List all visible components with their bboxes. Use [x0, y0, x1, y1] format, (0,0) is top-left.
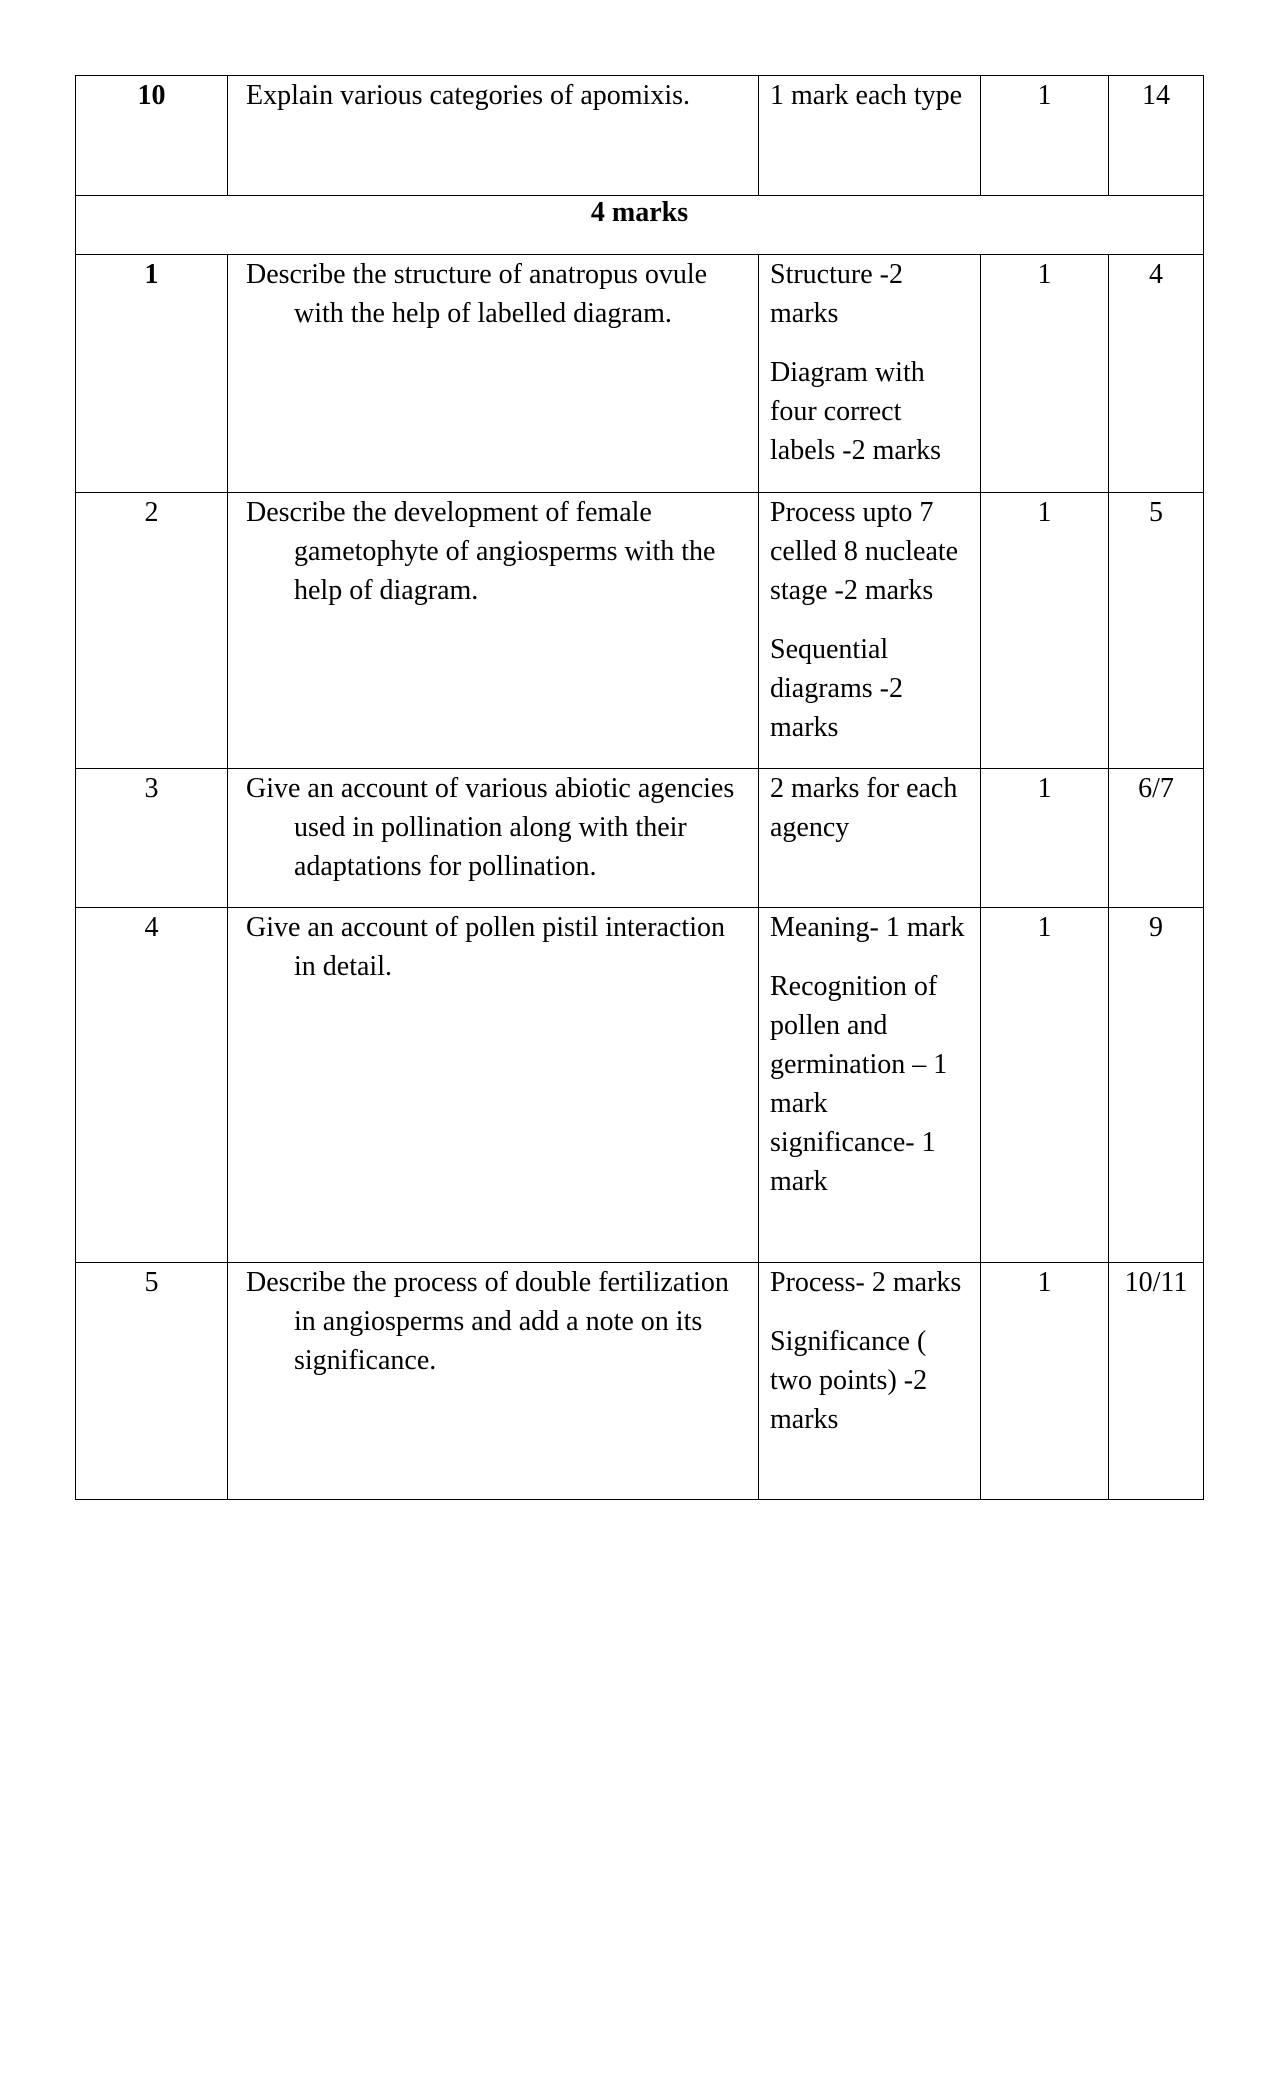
question-number-cell: [76, 255, 228, 493]
marks-value: 1: [1037, 259, 1052, 290]
section-heading: 4 marks: [590, 197, 689, 228]
page-ref-cell: [1109, 493, 1204, 769]
marking-criteria-cell: [759, 493, 981, 769]
table-row: [76, 76, 1204, 196]
marks-cell: [981, 493, 1109, 769]
question-number: 5: [144, 1267, 159, 1298]
question-text: Describe the process of double fertilization in angiosperms and add a note on its significance.: [246, 1267, 729, 1376]
marks-value: 1: [1037, 497, 1052, 528]
table-row: [76, 769, 1204, 908]
marking-criteria-cell: [759, 1263, 981, 1500]
page-ref-value: 10/11: [1124, 1267, 1188, 1298]
page-ref-value: 6/7: [1138, 773, 1174, 804]
question-number-cell: [76, 908, 228, 1263]
page-ref-value: 14: [1142, 80, 1170, 111]
marking-scheme-table: [75, 75, 1204, 1500]
question-number-cell: [76, 76, 228, 196]
page-ref-cell: [1109, 1263, 1204, 1500]
table-row: [76, 493, 1204, 769]
page-ref-cell: [1109, 769, 1204, 908]
question-number: 4: [144, 912, 159, 943]
question-text: Describe the development of female gametophyte of angiosperms with the help of diagram.: [246, 497, 716, 606]
marking-criteria-cell: [759, 255, 981, 493]
marking-criterion: 1 mark each type: [770, 80, 963, 111]
table-row: [76, 908, 1204, 1263]
page-ref-cell: [1109, 76, 1204, 196]
question-number: 10: [137, 80, 166, 111]
question-cell: [228, 908, 759, 1263]
marking-criterion: Structure -2 marks: [770, 259, 903, 329]
section-heading-row: [76, 196, 1204, 255]
question-number-cell: [76, 769, 228, 908]
section-heading-cell: [76, 196, 1204, 255]
marks-value: 1: [1037, 80, 1052, 111]
marking-criterion: 2 marks for each agency: [770, 773, 958, 843]
marking-criterion: Recognition of pollen and germination – 1 mark significance- 1 mark: [770, 971, 948, 1197]
question-text: Explain various categories of apomixis.: [246, 80, 690, 111]
marks-cell: [981, 769, 1109, 908]
marking-criteria-cell: [759, 76, 981, 196]
marking-criterion: Process- 2 marks: [770, 1267, 962, 1298]
marking-criterion: Sequential diagrams -2 marks: [770, 634, 903, 743]
question-cell: [228, 255, 759, 493]
question-number: 2: [144, 497, 159, 528]
question-cell: [228, 493, 759, 769]
question-number-cell: [76, 1263, 228, 1500]
page-ref-cell: [1109, 255, 1204, 493]
question-number-cell: [76, 493, 228, 769]
question-number: 3: [144, 773, 159, 804]
marking-criterion: Meaning- 1 mark: [770, 912, 965, 943]
marks-value: 1: [1037, 1267, 1052, 1298]
question-cell: [228, 769, 759, 908]
marking-criteria-cell: [759, 769, 981, 908]
marks-value: 1: [1037, 912, 1052, 943]
marking-criterion: Significance ( two points) -2 marks: [770, 1326, 928, 1435]
question-cell: [228, 1263, 759, 1500]
marks-cell: [981, 908, 1109, 1263]
marks-cell: [981, 255, 1109, 493]
marking-criteria-cell: [759, 908, 981, 1263]
marking-criterion: Process upto 7 celled 8 nucleate stage -2 marks: [770, 497, 959, 606]
marks-value: 1: [1037, 773, 1052, 804]
page-ref-value: 5: [1149, 497, 1163, 528]
table-row: [76, 1263, 1204, 1500]
question-cell: [228, 76, 759, 196]
question-text: Give an account of various abiotic agencies used in pollination along with their adaptations for pollination.: [246, 773, 735, 882]
question-text: Give an account of pollen pistil interaction in detail.: [246, 912, 725, 982]
page-ref-value: 9: [1149, 912, 1163, 943]
page-ref-value: 4: [1149, 259, 1163, 290]
marking-criterion: Diagram with four correct labels -2 marks: [770, 357, 942, 466]
marks-cell: [981, 1263, 1109, 1500]
question-text: Describe the structure of anatropus ovule with the help of labelled diagram.: [246, 259, 708, 329]
page-ref-cell: [1109, 908, 1204, 1263]
table-row: [76, 255, 1204, 493]
marks-cell: [981, 76, 1109, 196]
question-number: 1: [144, 259, 159, 290]
